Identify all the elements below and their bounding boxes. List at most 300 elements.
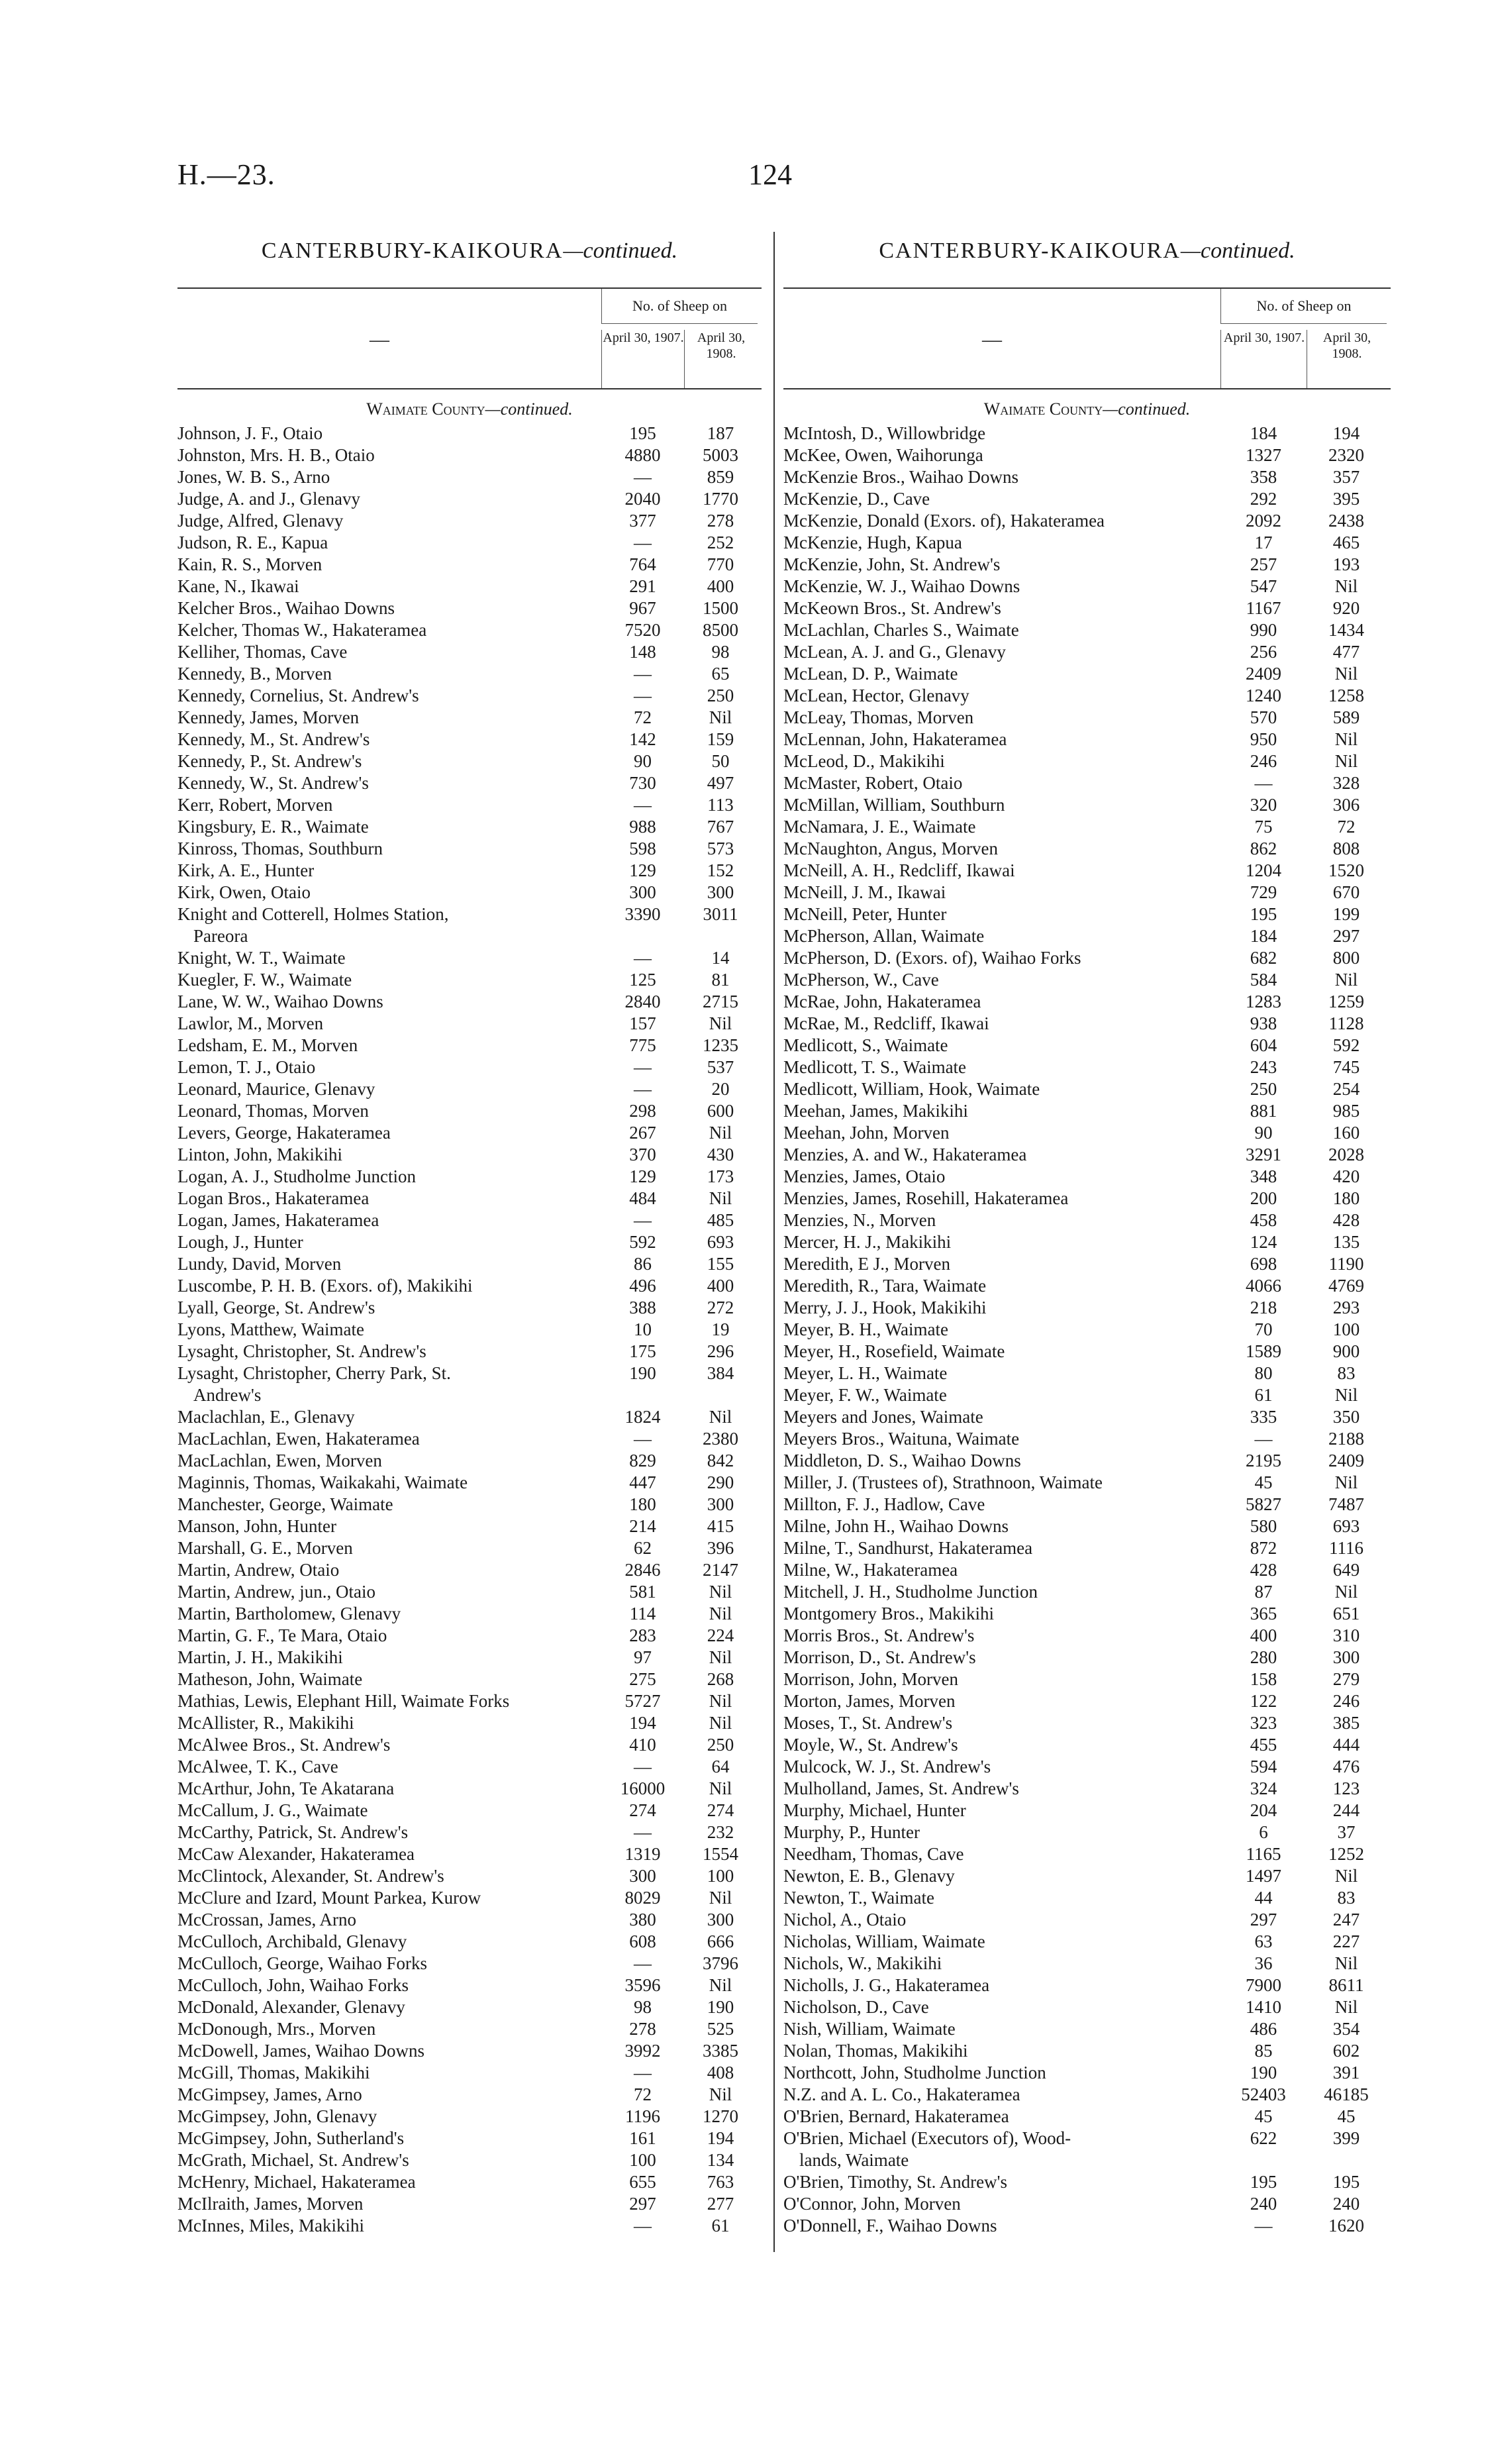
sheep-1908-cell: 400 [707, 1276, 734, 1296]
sheep-1907-cell: — [634, 948, 652, 968]
sheep-1908-cell: 476 [1332, 1757, 1360, 1776]
sheep-1908-cell: 187 [707, 423, 734, 443]
table-row [177, 1472, 762, 1494]
table-row [783, 1231, 1391, 1253]
owner-name-line: McLean, A. J. and G., Glenavy [783, 642, 1006, 662]
sheep-1908-cell: Nil [709, 1975, 732, 1995]
owner-name-line: Kingsbury, E. R., Waimate [177, 817, 369, 837]
sheep-1908-cell: 240 [1332, 2194, 1360, 2214]
owner-name-line: Nish, William, Waimate [783, 2019, 956, 2039]
owner-name [783, 1297, 1220, 1319]
sheep-1907-cell: 8029 [624, 1888, 661, 1908]
sheep-1908-cell: 985 [1332, 1101, 1360, 1121]
sheep-1907-cell: 950 [1250, 729, 1277, 749]
owner-name [177, 1166, 601, 1188]
sheep-1907-cell: — [634, 2216, 652, 2235]
owner-name-line: Morris Bros., St. Andrew's [783, 1625, 975, 1645]
sheep-1908-cell: 670 [1332, 882, 1360, 902]
sheep-1908-cell: 2438 [1328, 511, 1364, 531]
owner-name [783, 510, 1220, 532]
sheep-1908-cell: 113 [707, 795, 734, 815]
owner-name [783, 488, 1220, 510]
owner-name [177, 882, 601, 903]
sheep-1907-cell: 122 [1250, 1691, 1277, 1711]
owner-name [177, 423, 601, 444]
sheep-1907-cell: 148 [629, 642, 656, 662]
sheep-1908-cell: 300 [707, 1910, 734, 1929]
table-row [783, 2040, 1391, 2062]
sheep-1908-cell: 354 [1332, 2019, 1360, 2039]
table-row [783, 1013, 1391, 1035]
table-row [783, 1756, 1391, 1778]
owner-name-line: Medlicott, T. S., Waimate [783, 1057, 967, 1077]
table-row [783, 532, 1391, 554]
owner-name [177, 2149, 601, 2171]
sheep-1907-cell: 764 [629, 554, 656, 574]
sheep-1908-cell: Nil [709, 1888, 732, 1908]
owner-name [177, 1625, 601, 1647]
sheep-1907-cell: 592 [629, 1232, 656, 1252]
owner-name [783, 1975, 1220, 1996]
owner-name [177, 1712, 601, 1734]
table-row [783, 1647, 1391, 1668]
sheep-1908-cell: 195 [1332, 2172, 1360, 2192]
owner-name [783, 444, 1220, 466]
sheep-1908-cell: Nil [1334, 1866, 1358, 1886]
table-row [177, 1953, 762, 1975]
owner-name [177, 816, 601, 838]
table-row [783, 1865, 1391, 1887]
sheep-1907-cell: 1410 [1246, 1997, 1281, 2017]
sheep-1907-cell: 1204 [1246, 860, 1281, 880]
owner-name [177, 991, 601, 1013]
table-row [177, 1406, 762, 1428]
sheep-1908-cell: 190 [707, 1997, 734, 2017]
sheep-1907-cell: 195 [1250, 904, 1277, 924]
owner-name [783, 969, 1220, 991]
owner-name-line: McDonald, Alexander, Glenavy [177, 1997, 405, 2017]
sheep-1908-cell: 4769 [1328, 1276, 1364, 1296]
owner-name-line: Manson, John, Hunter [177, 1516, 336, 1536]
sheep-1907-cell: 1196 [625, 2106, 660, 2126]
sheep-1908-cell: 173 [707, 1166, 734, 1186]
sheep-1907-cell: 7520 [624, 620, 661, 640]
page-number: 124 [748, 158, 792, 191]
sheep-1908-cell: 277 [707, 2194, 734, 2214]
sheep-1907-cell: 298 [629, 1101, 656, 1121]
sheep-1907-cell: 85 [1254, 2041, 1273, 2061]
owner-name-line: Kennedy, Cornelius, St. Andrew's [177, 686, 419, 705]
owner-name-line: McKenzie Bros., Waihao Downs [783, 467, 1019, 487]
owner-name [177, 444, 601, 466]
owner-name [177, 1428, 601, 1450]
sheep-1907-cell: 1327 [1246, 445, 1281, 465]
sheep-1908-cell: 573 [707, 839, 734, 858]
sheep-1907-cell: 129 [629, 1166, 656, 1186]
table-row [783, 2215, 1391, 2237]
sheep-1907-cell: 655 [629, 2172, 656, 2192]
sheep-1908-cell: Nil [709, 2084, 732, 2104]
sheep-1908-cell: Nil [1334, 1997, 1358, 2017]
owner-name-line: McKee, Owen, Waihorunga [783, 445, 983, 465]
owner-name-line: McHenry, Michael, Hakateramea [177, 2172, 416, 2192]
owner-name [177, 685, 601, 707]
table-row [177, 1231, 762, 1253]
sheep-1908-cell: 3385 [703, 2041, 738, 2061]
owner-name [177, 1472, 601, 1494]
sheep-1907-cell: 348 [1250, 1166, 1277, 1186]
owner-name-line: McAlwee Bros., St. Andrew's [177, 1735, 391, 1755]
table-row [177, 750, 762, 772]
sheep-1907-cell: 240 [1250, 2194, 1277, 2214]
table-row [783, 554, 1391, 576]
owner-name-line: McLean, Hector, Glenavy [783, 686, 969, 705]
sheep-1907-cell: 1824 [624, 1407, 661, 1427]
owner-name-line: Kennedy, P., St. Andrew's [177, 751, 362, 771]
table-row [783, 1494, 1391, 1515]
owner-name-line: Menzies, A. and W., Hakateramea [783, 1145, 1027, 1164]
sheep-1908-cell: 250 [707, 1735, 734, 1755]
sheep-1907-cell: 114 [629, 1604, 656, 1623]
sheep-1907-cell: 246 [1250, 751, 1277, 771]
sheep-1907-cell: 175 [629, 1341, 656, 1361]
table-row [783, 816, 1391, 838]
owner-name [177, 2193, 601, 2215]
owner-name-line: Murphy, P., Hunter [783, 1822, 920, 1842]
owner-name [783, 991, 1220, 1013]
owner-name-line: McGimpsey, James, Arno [177, 2084, 362, 2104]
owner-name [177, 1188, 601, 1209]
owner-name [177, 532, 601, 554]
table-row [177, 2128, 762, 2149]
table-row [177, 1100, 762, 1122]
table-row [177, 2171, 762, 2193]
owner-name-line: Meredith, E J., Morven [783, 1254, 950, 1274]
table-row [783, 1668, 1391, 1690]
owner-name-line: Lyall, George, St. Andrew's [177, 1298, 375, 1317]
owner-name-line: Morrison, John, Morven [783, 1669, 958, 1689]
owner-name [177, 1078, 601, 1100]
sheep-1908-cell: Nil [1334, 729, 1358, 749]
owner-name [177, 1515, 601, 1537]
sheep-1907-cell: 388 [629, 1298, 656, 1317]
section-title-text: CANTERBURY-KAIKOURA [879, 238, 1181, 263]
owner-name [783, 729, 1220, 750]
owner-name-line: McKeown Bros., St. Andrew's [783, 598, 1001, 618]
year-1908-header: April 30, 1908. [1307, 330, 1387, 388]
sheep-1908-cell: 396 [707, 1538, 734, 1558]
section-title-right [783, 231, 1391, 272]
sheep-1908-cell: 224 [707, 1625, 734, 1645]
owner-name-line: McNeill, Peter, Hunter [783, 904, 947, 924]
owner-name-line: McPherson, W., Cave [783, 970, 939, 990]
sheep-1907-cell: 52403 [1241, 2084, 1286, 2104]
table-row [783, 1822, 1391, 1843]
sheep-1908-cell: Nil [709, 1647, 732, 1667]
table-row [783, 641, 1391, 663]
sheep-1908-cell: 180 [1332, 1188, 1360, 1208]
table-row [177, 619, 762, 641]
sheep-1908-cell: 272 [707, 1298, 734, 1317]
sheep-1907-cell: 1240 [1246, 686, 1281, 705]
table-row [783, 729, 1391, 750]
sheep-1908-cell: Nil [709, 1123, 732, 1143]
table-row [177, 1166, 762, 1188]
sheep-1907-cell: 358 [1250, 467, 1277, 487]
owner-name-line: Menzies, James, Otaio [783, 1166, 946, 1186]
sheep-1908-cell: 592 [1332, 1035, 1360, 1055]
owner-name-line: Leonard, Thomas, Morven [177, 1101, 369, 1121]
sheep-1908-cell: 246 [1332, 1691, 1360, 1711]
table-row [783, 860, 1391, 882]
table-row [177, 1494, 762, 1515]
owner-name [177, 619, 601, 641]
left-column [177, 231, 762, 2237]
owner-name-line: Miller, J. (Trustees of), Strathnoon, Waimate [783, 1472, 1103, 1492]
sheep-1908-cell: 1520 [1328, 860, 1364, 880]
sheep-1907-cell: 698 [1250, 1254, 1277, 1274]
owner-name-line: Nolan, Thomas, Makikihi [783, 2041, 968, 2061]
owner-name [783, 641, 1220, 663]
table-row [783, 466, 1391, 488]
left-table-body [177, 423, 762, 2237]
sheep-1907-cell: 280 [1250, 1647, 1277, 1667]
owner-name [783, 597, 1220, 619]
sheep-1907-cell: 300 [629, 1866, 656, 1886]
owner-name [783, 619, 1220, 641]
sheep-1908-cell: 46185 [1324, 2084, 1369, 2104]
owner-name [783, 554, 1220, 576]
sheep-1907-cell: 297 [1250, 1910, 1277, 1929]
sheep-1908-cell: 159 [707, 729, 734, 749]
table-row [783, 1996, 1391, 2018]
owner-name [783, 925, 1220, 947]
sheep-1907-cell: 775 [629, 1035, 656, 1055]
sheep-1908-cell: 485 [707, 1210, 734, 1230]
owner-name-line: Kinross, Thomas, Southburn [177, 839, 383, 858]
owner-name-line: Judge, Alfred, Glenavy [177, 511, 344, 531]
owner-name [783, 1078, 1220, 1100]
table-row [783, 794, 1391, 816]
sheep-1908-cell: Nil [709, 1604, 732, 1623]
sheep-1908-cell: Nil [1334, 576, 1358, 596]
sheep-1908-cell: 1500 [703, 598, 738, 618]
owner-name-line: McCulloch, John, Waihao Forks [177, 1975, 409, 1995]
sheep-1907-cell: — [634, 1057, 652, 1077]
owner-name-line: Newton, T., Waimate [783, 1888, 935, 1908]
sheep-1908-cell: 1252 [1328, 1844, 1364, 1864]
owner-name [783, 1056, 1220, 1078]
table-row [783, 1909, 1391, 1931]
sheep-1907-cell: 61 [1254, 1385, 1273, 1405]
owner-name-line: Lawlor, M., Morven [177, 1013, 324, 1033]
sheep-1907-cell: 157 [629, 1013, 656, 1033]
owner-name-line: MacLachlan, Ewen, Hakateramea [177, 1429, 420, 1449]
owner-name [783, 1275, 1220, 1297]
owner-name-line: Knight, W. T., Waimate [177, 948, 346, 968]
sheep-1908-cell: 465 [1332, 533, 1360, 552]
sheep-1908-cell: 100 [707, 1866, 734, 1886]
sheep-1908-cell: 415 [707, 1516, 734, 1536]
owner-name-line: Mulcock, W. J., St. Andrew's [783, 1757, 991, 1776]
owner-name-line: Nicholson, D., Cave [783, 1997, 929, 2017]
sheep-1908-cell: 194 [1332, 423, 1360, 443]
sheep-1907-cell: 3992 [624, 2041, 661, 2061]
sheep-1907-cell: 125 [629, 970, 656, 990]
sheep-1908-cell: 384 [707, 1363, 734, 1383]
owner-name [177, 2018, 601, 2040]
table-row [783, 1035, 1391, 1056]
sheep-1908-cell: 408 [707, 2063, 734, 2082]
sheep-1908-cell: 5003 [703, 445, 738, 465]
sheep-1907-cell: 380 [629, 1910, 656, 1929]
owner-name-line: O'Brien, Michael (Executors of), Wood- [783, 2128, 1071, 2148]
sheep-1907-cell: 291 [629, 576, 656, 596]
sheep-1907-cell: 184 [1250, 423, 1277, 443]
owner-name [783, 1494, 1220, 1515]
owner-name-line: Lyons, Matthew, Waimate [177, 1319, 365, 1339]
table-row [177, 1450, 762, 1472]
owner-name-line: McClure and Izard, Mount Parkea, Kurow [177, 1888, 481, 1908]
table-row [177, 1078, 762, 1100]
sheep-1908-cell: 1128 [1328, 1013, 1364, 1033]
owner-name-line: Medlicott, S., Waimate [783, 1035, 948, 1055]
owner-name-line: O'Brien, Bernard, Hakateramea [783, 2106, 1009, 2126]
sheep-1908-cell: 134 [707, 2150, 734, 2170]
owner-name [783, 2106, 1220, 2128]
table-row [177, 641, 762, 663]
owner-name-line: O'Connor, John, Morven [783, 2194, 961, 2214]
owner-name [177, 1494, 601, 1515]
table-row [177, 707, 762, 729]
sheep-1907-cell: 158 [1250, 1669, 1277, 1689]
sheep-1908-cell: 602 [1332, 2041, 1360, 2061]
sheep-1907-cell: 3596 [624, 1975, 661, 1995]
table-row [177, 576, 762, 597]
table-row [783, 1887, 1391, 1909]
owner-name-line: N.Z. and A. L. Co., Hakateramea [783, 2084, 1020, 2104]
owner-name [783, 707, 1220, 729]
sheep-1908-cell: 100 [1332, 1319, 1360, 1339]
sheep-1907-cell: 17 [1254, 533, 1273, 552]
owner-name-line: Martin, J. H., Makikihi [177, 1647, 343, 1667]
sheep-1907-cell: 297 [629, 2194, 656, 2214]
table-row [177, 1975, 762, 1996]
year-1907-header: April 30, 1907. [1220, 330, 1307, 388]
table-row [783, 1472, 1391, 1494]
owner-name [783, 1800, 1220, 1822]
owner-name [783, 1428, 1220, 1450]
sheep-1907-cell: 45 [1254, 1472, 1273, 1492]
table-row [177, 1756, 762, 1778]
table-row [177, 947, 762, 969]
owner-name [783, 947, 1220, 969]
table-row [177, 1297, 762, 1319]
sheep-1907-cell: 161 [629, 2128, 656, 2148]
owner-name [177, 2128, 601, 2149]
sheep-1907-cell: 44 [1254, 1888, 1273, 1908]
sheep-1907-cell: 274 [629, 1800, 656, 1820]
owner-name [177, 1559, 601, 1581]
sheep-1907-cell: 10 [634, 1319, 652, 1339]
table-row [177, 1428, 762, 1450]
sheep-1908-cell: 193 [1332, 554, 1360, 574]
sheep-1907-cell: 988 [629, 817, 656, 837]
sheep-1908-cell: 2188 [1328, 1429, 1364, 1449]
owner-name [783, 1537, 1220, 1559]
sheep-1908-cell: 1258 [1328, 686, 1364, 705]
owner-name [177, 2062, 601, 2084]
sheep-1907-cell: 4880 [624, 445, 661, 465]
owner-name [783, 1887, 1220, 1909]
owner-name [783, 1603, 1220, 1625]
owner-name-line: Kirk, Owen, Otaio [177, 882, 311, 902]
sheep-1908-cell: 666 [707, 1931, 734, 1951]
sheep-1908-cell: 428 [1332, 1210, 1360, 1230]
sheep-1907-cell: 570 [1250, 707, 1277, 727]
table-row [783, 1559, 1391, 1581]
owner-name-line: Nichol, A., Otaio [783, 1910, 907, 1929]
sheep-1907-cell: 36 [1254, 1953, 1273, 1973]
sheep-1908-cell: 1554 [703, 1844, 738, 1864]
sheep-1908-cell: 1235 [703, 1035, 738, 1055]
right-column [783, 231, 1391, 2237]
owner-name [177, 729, 601, 750]
sheep-1907-cell: — [634, 1210, 652, 1230]
owner-name [177, 772, 601, 794]
owner-name-line: McDowell, James, Waihao Downs [177, 2041, 425, 2061]
owner-name-line: Merry, J. J., Hook, Makikihi [783, 1298, 987, 1317]
section-continued: —continued. [563, 238, 678, 263]
owner-name-line: McPherson, D. (Exors. of), Waihao Forks [783, 948, 1081, 968]
owner-name [783, 1144, 1220, 1166]
table-row [783, 1144, 1391, 1166]
owner-name [177, 2084, 601, 2106]
sheep-1907-cell: 256 [1250, 642, 1277, 662]
owner-name [783, 903, 1220, 925]
owner-name [177, 1800, 601, 1822]
table-row [177, 510, 762, 532]
sheep-1907-cell: 428 [1250, 1560, 1277, 1580]
owner-name [783, 1865, 1220, 1887]
owner-name-line: Logan, A. J., Studholme Junction [177, 1166, 416, 1186]
name-column-header: — [370, 329, 389, 350]
owner-name [177, 1931, 601, 1953]
table-row [783, 2084, 1391, 2106]
owner-name [783, 1734, 1220, 1756]
sheep-1907-cell: 190 [629, 1363, 656, 1383]
sheep-1908-cell: 420 [1332, 1166, 1360, 1186]
sheep-1908-cell: 268 [707, 1669, 734, 1689]
owner-name-line: Manchester, George, Waimate [177, 1494, 393, 1514]
owner-name-line: Meehan, John, Morven [783, 1123, 950, 1143]
owner-name-line: Millton, F. J., Hadlow, Cave [783, 1494, 985, 1514]
owner-name-line: Judge, A. and J., Glenavy [177, 489, 360, 509]
owner-name [177, 1122, 601, 1144]
sheep-1908-cell: 477 [1332, 642, 1360, 662]
table-row [177, 2062, 762, 2084]
table-row [783, 838, 1391, 860]
sheep-1908-cell: 763 [707, 2172, 734, 2192]
table-row [783, 488, 1391, 510]
table-row [783, 1100, 1391, 1122]
table-row [177, 1188, 762, 1209]
owner-name-line: MacLachlan, Ewen, Morven [177, 1451, 382, 1470]
sheep-1908-cell: 537 [707, 1057, 734, 1077]
sheep-1908-cell: 50 [711, 751, 730, 771]
owner-name [783, 1996, 1220, 2018]
table-row [783, 423, 1391, 444]
